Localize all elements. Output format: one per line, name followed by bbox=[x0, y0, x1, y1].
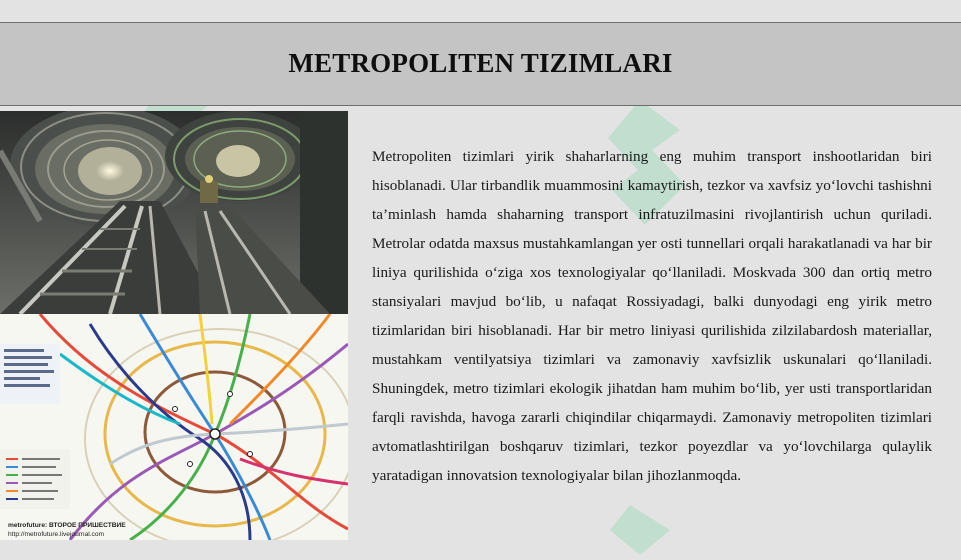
metro-tunnel-photo bbox=[0, 111, 348, 314]
slide-title: METROPOLITEN TIZIMLARI bbox=[288, 48, 673, 78]
title-band bbox=[0, 22, 961, 106]
body-paragraph: Metropoliten tizimlari yirik shaharlarning eng muhim transport inshootlaridan biri hisoblanadi. Ular tirbandlik muammosini kamaytirish, tezkor va xavfsiz yo‘lovchi tashishni ta’minlash hamda shaharning transport infratuzilmasini rivojlantirish uchun quriladi. Metrolar odatda maxsus mustahkamlangan yer osti tunnellari orqali harakatlanadi va har bir liniya qurilishida o‘ziga xos texnologiyalar qo‘llaniladi. Moskvada 300 dan ortiq metro stansiyalari mavjud bo‘lib, u nafaqat Rossiyadagi, balki dunyodagi eng yirik metro tizimlaridan biri hisoblanadi. Har bir metro liniyasi qurilishida zilzilabardosh materiallar, mustahkam ventilyatsiya tizimlari va zamonaviy xavfsizlik uskunalari qo‘llaniladi. Shuningdek, metro tizimlari ekologik jihatdan ham muhim bo‘lib, yer usti transportlaridan farqli ravishda, havoga zararli chiqindilar chiqarmaydi. Zamonaviy metropoliten tizimlari avtomatlashtirilgan boshqaruv tizimlari, tezkor poyezdlar va yo‘lovchilarga qulaylik yaratadigan innovatsion texnologiyalar bilan jihozlanmoqda. bbox=[372, 148, 932, 484]
map-credit-url: http://metrofuture.livejournal.com bbox=[8, 531, 105, 538]
watermark-logo-bottom bbox=[590, 500, 710, 560]
metro-lines-illustration bbox=[0, 314, 348, 540]
metro-map-image bbox=[0, 314, 348, 540]
map-credit-title: metrofuture: ВТОРОЕ ПРИШЕСТВИЕ bbox=[8, 522, 126, 529]
tunnel-illustration bbox=[0, 111, 348, 314]
